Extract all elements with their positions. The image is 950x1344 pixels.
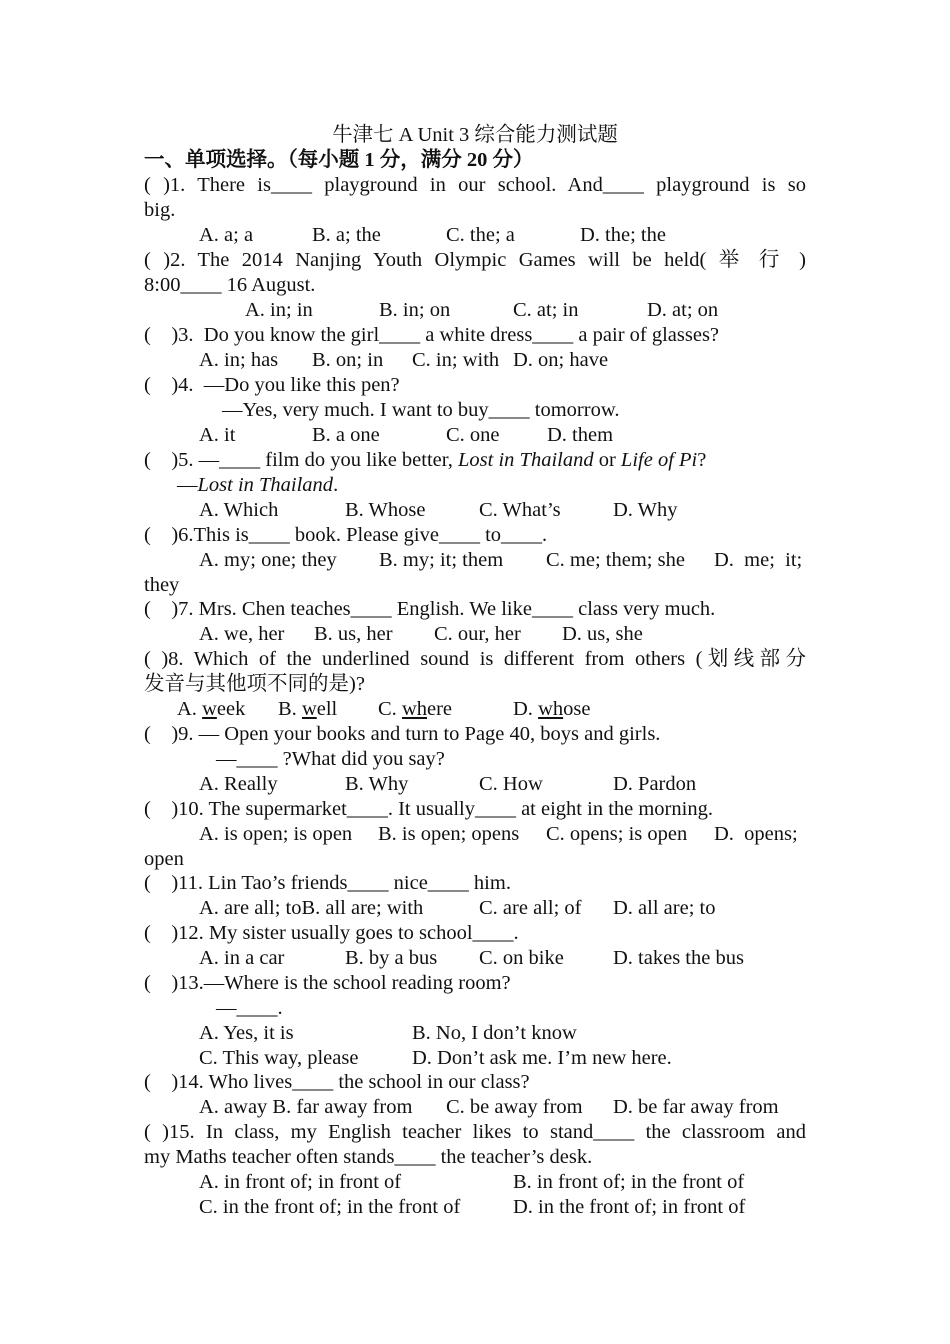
question-1-option-d: D. the; the [580,224,666,246]
question-5-option-a: A. Which [199,499,279,521]
question-7-option-a: A. we, her [199,623,285,645]
question-11-option-d: D. all are; to [613,897,716,919]
question-9-stem: ( )9. — Open your books and turn to Page 40, boys and girls. [144,723,661,745]
question-3-stem: ( )3. Do you know the girl____ a white dress____ a pair of glasses? [144,324,720,346]
underlined-sound: wh [401,698,427,720]
question-10-option-d-cont: open [144,848,184,870]
question-5-qmark: ? [697,449,707,471]
question-4-option-c: C. one [446,424,500,446]
question-5-option-b: B. Whose [345,499,426,521]
option-letter: A. [177,698,203,720]
question-2-option-b: B. in; on [379,299,451,321]
question-6-stem: ( )6.This is____ book. Please give____ to____. [144,524,548,546]
question-3-option-c: C. in; with [412,349,500,371]
question-7-option-d: D. us, she [562,623,643,645]
question-5-answer [177,473,338,498]
question-1-option-c: C. the; a [446,224,515,246]
question-5-stem-text: ( )5. —____ film do you like better, [144,449,459,471]
option-letter: D. [513,698,539,720]
question-2-option-a: A. in; in [245,299,313,321]
question-3-option-a: A. in; has [199,349,279,371]
question-15-stem-cont: my Maths teacher often stands____ the teacher’s desk. [144,1146,593,1168]
question-11-option-ab: A. are all; toB. all are; with [199,897,424,919]
question-2-stem: ( )2. The 2014 Nanjing Youth Olympic Games will be held( 举 行 ) [144,249,806,271]
question-8-option-d [513,697,590,722]
question-13-stem-cont: —____. [216,997,283,1019]
question-15-stem: ( )15. In class, my English teacher likes to stand____ the classroom and [144,1121,806,1143]
question-5-option-c: C. What’s [479,499,561,521]
question-14-stem: ( )14. Who lives____ the school in our class? [144,1071,530,1093]
question-9-stem-cont: —____ ?What did you say? [216,748,445,770]
word-rest: ose [563,698,591,720]
underlined-sound: w [301,698,317,720]
question-5-stem [144,448,706,473]
question-15-option-b: B. in front of; in the front of [513,1171,745,1193]
question-8-stem: ( )8. Which of the underlined sound is different from others (划线部分 [144,648,806,670]
question-12-option-b: B. by a bus [345,947,438,969]
question-14-option-c: C. be away from [446,1096,583,1118]
question-7-stem: ( )7. Mrs. Chen teaches____ English. We like____ class very much. [144,598,716,620]
page-title: 牛津七 A Unit 3 综合能力测试题 [332,124,618,146]
question-10-option-c: C. opens; is open [546,823,688,845]
question-6-option-c: C. me; them; she [546,549,685,571]
question-10-option-a: A. is open; is open [199,823,353,845]
question-14-option-ab: A. away B. far away from [199,1096,413,1118]
question-9-option-a: A. Really [199,773,278,795]
question-5-option-d: D. Why [613,499,678,521]
question-9-option-d: D. Pardon [613,773,697,795]
question-11-option-c: C. are all; of [479,897,582,919]
question-13-option-b: B. No, I don’t know [412,1022,577,1044]
question-5-or: or [593,449,621,471]
question-5-period: . [333,474,339,496]
question-13-option-a: A. Yes, it is [199,1022,294,1044]
question-6-option-d-cont: they [144,574,180,596]
question-5-dash: — [177,474,198,496]
question-4-option-b: B. a one [312,424,380,446]
question-4-option-a: A. it [199,424,236,446]
question-9-option-b: B. Why [345,773,409,795]
question-5-answer-film: Lost in Thailand [197,474,334,496]
question-2-stem-cont: 8:00____ 16 August. [144,274,316,296]
question-7-option-b: B. us, her [314,623,393,645]
question-10-stem: ( )10. The supermarket____. It usually____ at eight in the morning. [144,798,713,820]
question-7-option-c: C. our, her [434,623,521,645]
question-12-stem: ( )12. My sister usually goes to school____. [144,922,519,944]
question-12-option-a: A. in a car [199,947,285,969]
question-8-option-a [177,697,245,722]
question-15-option-a: A. in front of; in front of [199,1171,402,1193]
question-6-option-d: D. me; it; [714,549,803,571]
question-15-option-d: D. in the front of; in front of [513,1196,746,1218]
question-4-stem-cont: —Yes, very much. I want to buy____ tomorrow. [222,399,620,421]
word-rest: ell [316,698,338,720]
question-9-option-c: C. How [479,773,543,795]
question-3-option-b: B. on; in [312,349,384,371]
question-8-option-c [378,697,452,722]
question-12-option-c: C. on bike [479,947,564,969]
question-5-film-1: Lost in Thailand [458,449,594,471]
underlined-sound: w [202,698,217,720]
word-rest: ere [427,698,453,720]
question-14-option-d: D. be far away from [613,1096,779,1118]
question-12-option-d: D. takes the bus [613,947,744,969]
question-3-option-d: D. on; have [513,349,609,371]
question-8-option-b [278,697,337,722]
question-4-option-d: D. them [547,424,614,446]
option-letter: B. [278,698,302,720]
question-2-option-d: D. at; on [647,299,719,321]
question-10-option-b: B. is open; opens [378,823,520,845]
question-8-stem-cont: 发音与其他项不同的是)? [144,673,365,695]
underlined-sound: wh [538,698,564,720]
question-6-option-b: B. my; it; them [379,549,504,571]
word-rest: eek [216,698,246,720]
question-1-stem: ( )1. There is____ playground in our school. And____ playground is so [144,174,806,196]
question-4-stem: ( )4. —Do you like this pen? [144,374,400,396]
question-1-option-a: A. a; a [199,224,254,246]
question-10-option-d: D. opens; [714,823,798,845]
question-13-option-c: C. This way, please [199,1047,359,1069]
question-2-option-c: C. at; in [513,299,579,321]
question-15-option-c: C. in the front of; in the front of [199,1196,461,1218]
question-1-stem-cont: big. [144,199,176,221]
question-1-option-b: B. a; the [312,224,381,246]
question-13-option-d: D. Don’t ask me. I’m new here. [412,1047,672,1069]
question-6-option-a: A. my; one; they [199,549,337,571]
option-letter: C. [378,698,402,720]
question-13-stem: ( )13.—Where is the school reading room? [144,972,511,994]
question-11-stem: ( )11. Lin Tao’s friends____ nice____ him. [144,872,511,894]
section-heading: 一、单项选择。（每小题 1 分，满分 20 分） [144,149,534,171]
question-5-film-2: Life of Pi [620,449,698,471]
